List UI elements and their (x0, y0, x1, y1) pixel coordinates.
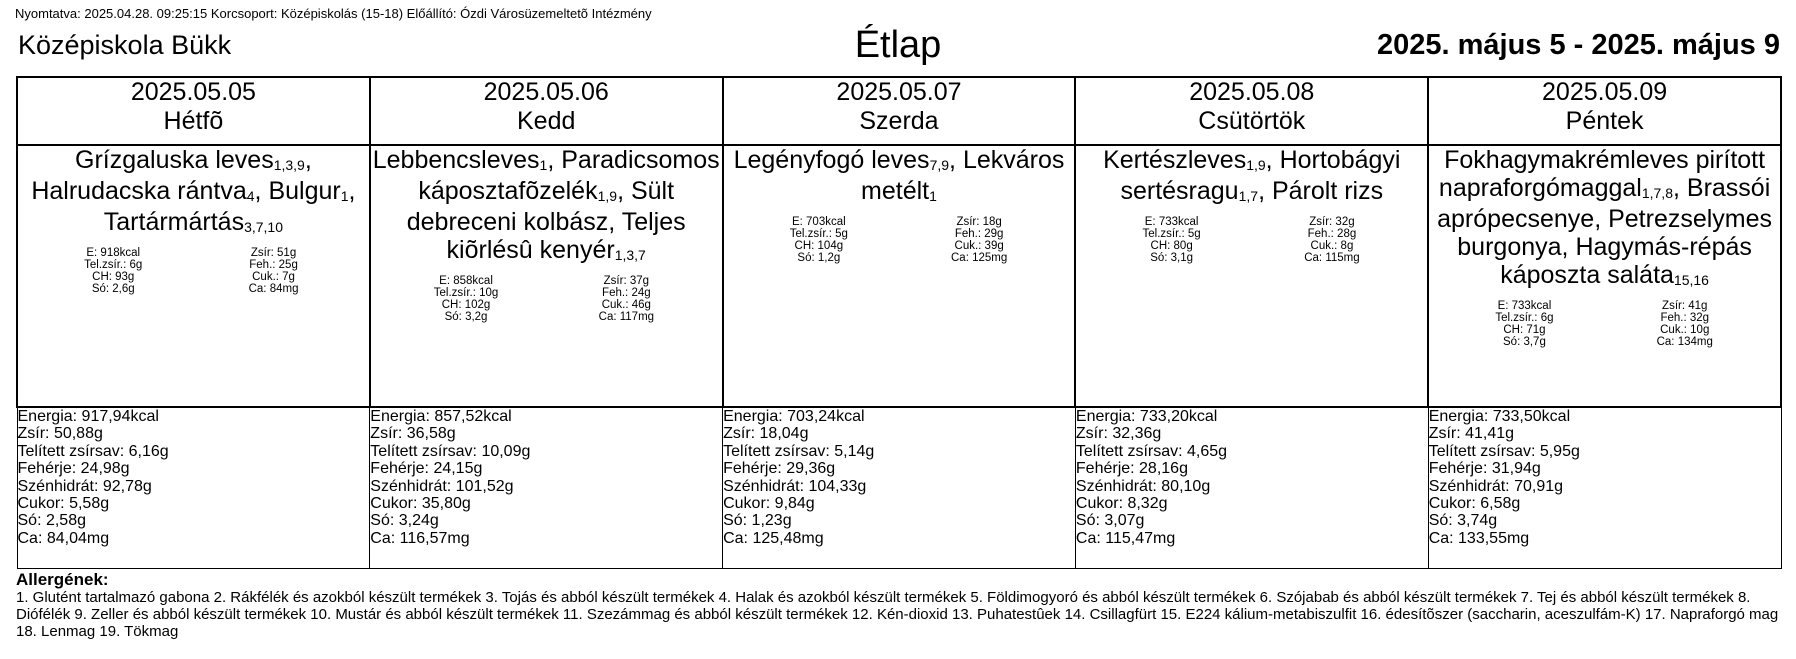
day-weekday: Péntek (1565, 107, 1644, 135)
school-name: Középiskola Bükk (18, 30, 232, 60)
dish-allergens: 1,7 (1238, 188, 1259, 204)
dish-allergens: 3,7,10 (244, 219, 284, 235)
nutrition-summary-item: E: 858kcal (439, 275, 493, 287)
nutrition-total-line: Energia: 857,52kcal (370, 408, 512, 425)
nutrition-summary-item: Ca: 117mg (598, 311, 655, 323)
nutrition-total-line: Zsír: 32,36g (1075, 425, 1162, 443)
nutrition-summary-item: E: 733kcal (1497, 300, 1552, 312)
nutrition-summary-item: CH: 104g (794, 240, 844, 252)
dish-name: Legényfogó leves (733, 146, 930, 174)
nutrition-total-line: Cukor: 5,58g (17, 495, 110, 513)
nutrition-total-line: Cukor: 35,80g (370, 495, 471, 513)
nutrition-total-line: Só: 2,58g (17, 512, 86, 530)
dish-name: Hortobágyi sertésragu (1120, 146, 1401, 205)
menu-table (16, 76, 1782, 569)
nutrition-summary-item: Cuk.: 39g (954, 240, 1004, 252)
dish-allergens: 1,7,8 (1641, 185, 1673, 201)
nutrition-summary-item: Tel.zsír.: 5g (1142, 228, 1201, 240)
dish-name: Brassói aprópecsenye (1437, 174, 1771, 233)
dish-allergens: 1,3,9 (273, 157, 305, 173)
nutrition-total-line: Zsír: 50,88g (17, 425, 103, 443)
page-title: Étlap (854, 24, 942, 66)
nutrition-total-line: Telített zsírsav: 5,95g (1428, 442, 1580, 460)
nutrition-total-line: Só: 3,74g (1428, 512, 1498, 530)
nutrition-total-line: Szénhidrát: 80,10g (1075, 477, 1211, 495)
day-date: 2025.05.05 (130, 78, 256, 106)
nutrition-total-line: Zsír: 41,41g (1428, 425, 1515, 443)
meal-cell (723, 145, 1076, 407)
nutrition-total-line: Fehérje: 28,16g (1075, 460, 1188, 478)
dish-name: Grízgaluska leves (75, 146, 274, 174)
nutrition-total-line: Fehérje: 31,94g (1428, 460, 1541, 478)
nutrition-summary-item: Zsír: 51g (250, 247, 297, 259)
print-info: Nyomtatva: 2025.04.28. 09:25:15 Korcsoport: Középiskolás (15-18) Előállító: Ózdi Városüzemeltetõ Intézmény (15, 6, 652, 21)
meal-row (17, 145, 1781, 407)
nutrition-summary-item: Ca: 134mg (1656, 336, 1713, 348)
meal-cell (1075, 145, 1428, 407)
nutrition-summary-item: Só: 1,2g (797, 252, 841, 264)
dish-list: Fokhagymakrémleves pirított napraforgómaggal$_{1,7,8}$, Brassói aprópecsenye, Petrezselymes burgonya, Hagymás-répás káposzta saláta$_{15,16}$ (1437, 146, 1773, 289)
nutrition-summary-item: CH: 80g (1150, 240, 1193, 252)
allergens-list: 1. Glutént tartalmazó gabona 2. Rákfélék és azokból készült termékek 3. Tojás és abból készült termékek 4. Halak és azokból készült termékek 5. Földimogyoró és abból készült termékek 6. Szójabab és abból készült termékek 7. Tej és abból készült termékek 8. Diófélék 9. Zeller és abból készült termékek 10. Mustár és abból készült termékek 11. Szezámmag és abból készült termékek 12. Kén-dioxid 13. Puhatestûek 14. Csillagfürt 15. E224 kálium-metabiszulfit 16. édesítõszer (saccharin, aceszulfám-K) 17. Napraforgó mag 18. Lenmag 19. Tökmag (16, 589, 1779, 640)
dish-list: Legényfogó leves$_{7,9}$, Lekváros metélt$_1$ (733, 146, 1065, 205)
nutrition-summary-item: E: 918kcal (86, 247, 141, 259)
nutrition-total-line: Telített zsírsav: 5,14g (723, 442, 875, 460)
nutrition-summary-item: Ca: 84mg (248, 283, 299, 295)
dish-list: Grízgaluska leves$_{1,3,9}$, Halrudacska rántva$_4$, Bulgur$_1$, Tartármártás$_{3,7,10}$ (31, 146, 356, 236)
nutrition-summary-item: Ca: 125mg (951, 252, 1008, 264)
dish-name: Kertészleves (1103, 146, 1247, 174)
nutrition-total-line: Fehérje: 24,15g (370, 460, 483, 478)
day-weekday: Csütörtök (1198, 107, 1306, 135)
dish-name: Lebbencsleves (372, 146, 540, 174)
nutrition-total-line: Só: 3,24g (370, 512, 439, 530)
dish-name: Lekváros metélt (861, 146, 1065, 205)
dish-allergens: 4 (246, 188, 255, 204)
dish-name: Halrudacska rántva (31, 177, 247, 205)
day-date: 2025.05.09 (1542, 78, 1668, 106)
dish-name: Paradicsomos káposztafõzelék (418, 146, 720, 205)
dish-name: Teljes kiõrlésû kenyér (446, 208, 686, 264)
dish-allergens: 1 (539, 157, 548, 173)
day-header-cell (1075, 77, 1428, 145)
nutrition-total-line: Ca: 125,48mg (723, 529, 824, 547)
nutrition-summary-item: Cuk.: 46g (601, 299, 651, 311)
nutrition-summary-item: Tel.zsír.: 5g (789, 228, 848, 240)
nutrition-total-line: Szénhidrát: 101,52g (370, 477, 514, 495)
nutrition-summary-item: Tel.zsír.: 6g (1495, 312, 1554, 324)
nutrition-summary (53, 247, 334, 295)
dish-name: Hagymás-répás káposzta saláta (1500, 233, 1752, 289)
nutrition-total-line: Ca: 115,47mg (1075, 529, 1176, 547)
nutrition-summary-item: Ca: 115mg (1304, 252, 1360, 264)
day-header-cell (723, 77, 1076, 145)
day-date: 2025.05.08 (1189, 78, 1315, 106)
nutrition-summary-item: Tel.zsír.: 6g (84, 259, 143, 271)
dish-name: Bulgur (268, 177, 341, 205)
nutrition-summary (406, 275, 687, 323)
nutrition-summary-item: Zsír: 37g (603, 275, 650, 287)
day-weekday: Szerda (859, 107, 939, 135)
nutrition-total-line: Cukor: 6,58g (1428, 495, 1521, 513)
nutrition-total-line: Cukor: 9,84g (723, 495, 815, 513)
day-header-cell (17, 77, 370, 145)
nutrition-total-line: Telített zsírsav: 6,16g (17, 442, 169, 460)
dish-allergens: 1 (340, 188, 349, 204)
dish-allergens: 1,3,7 (614, 247, 646, 263)
nutrition-total-line: Fehérje: 29,36g (723, 460, 836, 478)
nutrition-total-line: Energia: 703,24kcal (723, 408, 865, 425)
dish-name: Fokhagymakrémleves pirított napraforgómaggal (1438, 146, 1766, 202)
nutrition-summary (1464, 300, 1745, 348)
nutrition-summary-item: Feh.: 24g (602, 287, 651, 299)
dish-allergens: 1,9 (597, 188, 618, 204)
day-date: 2025.05.06 (483, 78, 609, 106)
nutrition-total-line: Zsír: 18,04g (723, 425, 809, 443)
nutrition-total-line: Só: 3,07g (1075, 512, 1145, 530)
nutrition-summary-item: Cuk.: 10g (1660, 324, 1710, 336)
nutrition-summary-item: Só: 3,1g (1150, 252, 1194, 264)
nutrition-summary-item: Zsír: 32g (1309, 216, 1355, 228)
nutrition-total-line: Telített zsírsav: 10,09g (370, 442, 531, 460)
allergens-title: Allergének: (16, 570, 109, 589)
nutrition-total-line: Szénhidrát: 92,78g (17, 477, 152, 495)
nutrition-total-line: Cukor: 8,32g (1075, 495, 1168, 513)
nutrition-summary-item: Tel.zsír.: 10g (433, 287, 499, 299)
nutrition-summary-item: Só: 3,7g (1503, 336, 1546, 348)
nutrition-total-line: Energia: 733,20kcal (1075, 408, 1218, 425)
day-header-cell (1428, 77, 1781, 145)
dish-allergens: 1 (929, 188, 937, 204)
nutrition-total-line: Ca: 133,55mg (1428, 529, 1530, 547)
nutrition-summary (1111, 216, 1392, 264)
nutrition-summary-item: Zsír: 18g (956, 216, 1002, 228)
nutrition-total-line: Energia: 917,94kcal (17, 408, 159, 425)
nutrition-summary-item: Feh.: 28g (1307, 228, 1357, 240)
nutrition-summary-item: CH: 102g (441, 299, 491, 311)
dish-name: Petrezselymes burgonya (1457, 205, 1773, 261)
nutrition-summary-item: Cuk.: 8g (1310, 240, 1354, 252)
nutrition-summary-item: Feh.: 32g (1660, 312, 1710, 324)
nutrition-summary-item: CH: 93g (92, 271, 135, 283)
meal-cell (370, 145, 723, 407)
dish-list: Kertészleves$_{1,9}$, Hortobágyi sertésragu$_{1,7}$, Párolt rizs (1103, 146, 1401, 205)
nutrition-summary-item: Zsír: 41g (1662, 300, 1708, 312)
day-weekday: Kedd (517, 107, 576, 135)
menu-period: 2025. május 5 - 2025. május 9 (1376, 29, 1780, 61)
totals-row (17, 407, 1781, 569)
nutrition-total-line: Ca: 84,04mg (17, 529, 110, 547)
nutrition-total-line: Telített zsírsav: 4,65g (1075, 442, 1228, 460)
nutrition-total-line: Szénhidrát: 70,91g (1428, 477, 1564, 495)
dish-name: Tartármártás (103, 208, 245, 236)
totals-cell (723, 407, 1076, 569)
nutrition-summary-item: Só: 2,6g (91, 283, 135, 295)
meal-cell (1428, 145, 1781, 407)
nutrition-total-line: Zsír: 36,58g (370, 425, 456, 443)
nutrition-total-line: Szénhidrát: 104,33g (723, 477, 867, 495)
meal-cell (17, 145, 370, 407)
nutrition-total-line: Ca: 116,57mg (370, 529, 470, 547)
nutrition-summary-item: Só: 3,2g (444, 311, 488, 323)
dish-name: Párolt rizs (1271, 177, 1384, 205)
nutrition-summary-item: E: 733kcal (1144, 216, 1199, 228)
day-weekday: Hétfõ (163, 107, 224, 135)
totals-cell (370, 407, 723, 569)
day-date: 2025.05.07 (836, 78, 962, 106)
dish-allergens: 15,16 (1673, 272, 1709, 288)
nutrition-summary (759, 216, 1040, 264)
nutrition-summary-item: Feh.: 25g (249, 259, 298, 271)
nutrition-summary-item: Cuk.: 7g (252, 271, 295, 283)
dish-name: Sült debreceni kolbász (406, 177, 675, 236)
nutrition-summary-item: Feh.: 29g (954, 228, 1004, 240)
nutrition-total-line: Fehérje: 24,98g (17, 460, 130, 478)
dish-allergens: 1,9 (1246, 157, 1266, 173)
nutrition-summary-item: CH: 71g (1503, 324, 1546, 336)
dish-allergens: 7,9 (929, 157, 950, 173)
nutrition-total-line: Só: 1,23g (723, 512, 792, 530)
day-header-row (17, 77, 1781, 145)
nutrition-summary-item: E: 703kcal (791, 216, 846, 228)
dish-list: Lebbencsleves$_1$, Paradicsomos káposztafõzelék$_{1,9}$, Sült debreceni kolbász, Teljes kiõrlésû kenyér$_{1,3,7}$ (372, 146, 720, 264)
day-header-cell (370, 77, 723, 145)
totals-cell (1075, 407, 1428, 569)
nutrition-total-line: Energia: 733,50kcal (1428, 408, 1571, 425)
totals-cell (1428, 407, 1781, 569)
totals-cell (17, 407, 370, 569)
